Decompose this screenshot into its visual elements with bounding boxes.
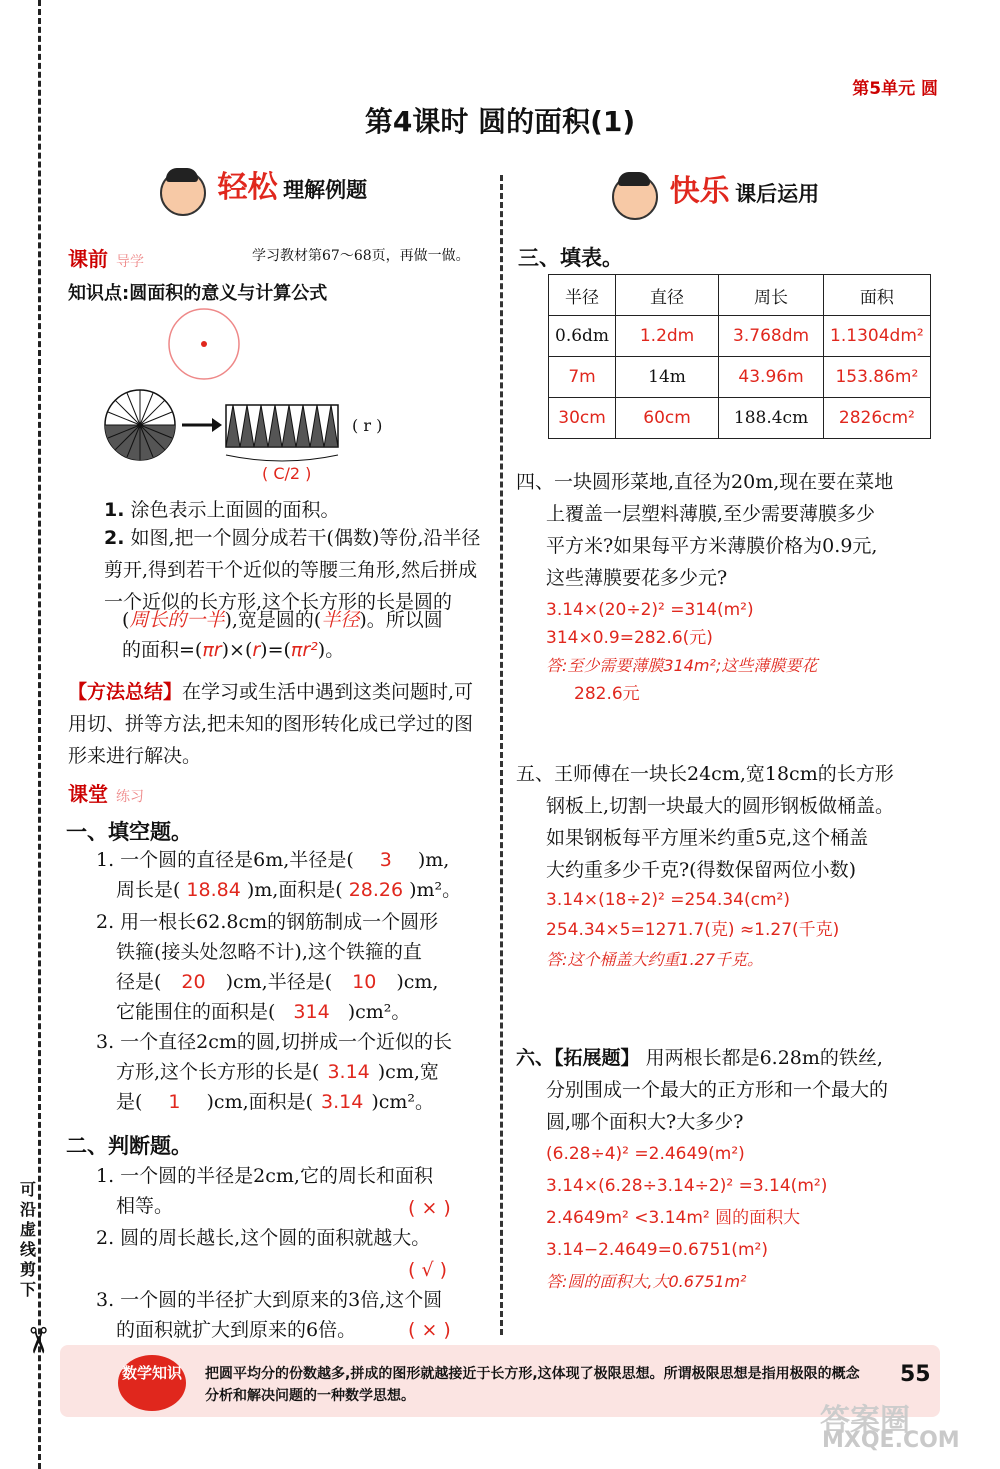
q6-answer-line: 3.14−2.4649=0.6751(m²) <box>546 1240 768 1260</box>
q2-area-ans-2: r <box>252 639 261 661</box>
circle-diagram <box>160 306 250 386</box>
cell: 43.96m <box>719 357 824 398</box>
fill-3-line-b <box>116 1056 490 1088</box>
item-2-text: 如图,把一个圆分成若干(偶数)等份,沿半径剪开,得到若干个近似的等腰三角形,然后拼成一个近似的长方形,这个长方形的长是圆的 <box>104 527 481 613</box>
q5-line: 钢板上,切割一块最大的圆形钢板做桶盖。 <box>546 795 895 817</box>
watermark-url: MXQE.COM <box>822 1428 960 1453</box>
f1a-end: )m, <box>417 849 450 871</box>
table-row <box>549 357 931 398</box>
table-header-row <box>549 275 931 316</box>
fill-2-line-a: 2. 用一根长62.8cm的钢筋制成一个圆形 <box>96 911 439 933</box>
right-banner-small: 课后运用 <box>735 182 820 206</box>
q6-label: 六、【拓展题】 <box>516 1047 640 1069</box>
fill-3-line-a: 3. 一个直径2cm的圆,切拼成一个近似的长 <box>96 1031 452 1053</box>
judge-1-answer: ( × ) <box>408 1197 451 1219</box>
table-row <box>549 398 931 439</box>
cell: 1.2dm <box>616 316 719 357</box>
cell: 14m <box>616 357 719 398</box>
q5-line: 五、王师傅在一块长24cm,宽18cm的长方形 <box>516 763 894 785</box>
cell: 1.1304dm² <box>824 316 931 357</box>
cell: 60cm <box>616 398 719 439</box>
cut-label: 可沿虚线剪下 <box>20 1180 37 1299</box>
fill-3-line-c <box>116 1086 490 1118</box>
math-knowledge-badge: 数学知识 <box>118 1355 186 1411</box>
f3c-end: )cm²。 <box>371 1091 435 1113</box>
sector-circle <box>105 390 175 460</box>
rearranged-rectangle <box>226 405 338 447</box>
cell: 30cm <box>549 398 616 439</box>
q2-open: ( <box>122 609 130 631</box>
class-tag-sub: 练习 <box>116 789 144 805</box>
q6-answer-line: (6.28÷4)² =2.4649(m²) <box>546 1144 745 1164</box>
f3b: 方形,这个长方形的长是( <box>116 1061 320 1083</box>
q5-line: 大约重多少千克?(得数保留两位小数) <box>546 859 857 881</box>
section-table: 三、填表。 <box>518 246 623 270</box>
f2c-answer: 20 <box>181 971 206 993</box>
item-1-number: 1. <box>104 499 125 521</box>
pre-tag-sub: 导学 <box>116 254 144 270</box>
q6-line: 分别围成一个最大的正方形和一个最大的 <box>546 1079 889 1101</box>
f2c-mid: )cm,半径是( <box>225 971 333 993</box>
q5-line: 如果钢板每平方厘米约重5克,这个桶盖 <box>546 827 869 849</box>
q2-area-eq: )=( <box>260 639 291 661</box>
right-banner <box>612 166 819 220</box>
fill-1-line-a <box>96 844 490 876</box>
q5-answer-line: 答:这个桶盖大约重1.27千克。 <box>546 950 764 969</box>
f2d-answer: 314 <box>293 1001 330 1023</box>
th-area: 面积 <box>824 275 931 316</box>
arrow-icon <box>182 418 222 432</box>
pre-tag-label: 课前 <box>68 247 108 271</box>
kid-icon <box>160 170 206 216</box>
item-1-text: 涂色表示上面圆的面积。 <box>130 499 340 521</box>
watermark: 答案圈 <box>820 1403 910 1438</box>
q2-area-ans-3: πr² <box>290 639 318 661</box>
page-number: 55 <box>900 1362 931 1387</box>
f2c-answer-2: 10 <box>352 971 377 993</box>
q2-area-ans-1: πr <box>202 639 222 661</box>
q2-answer-1: 周长的一半 <box>129 609 225 631</box>
pre-class-tag <box>68 243 144 272</box>
th-radius: 半径 <box>549 275 616 316</box>
f2c: 径是( <box>116 971 162 993</box>
q6-answer-line: 答:圆的面积大,大0.6751m² <box>546 1272 747 1291</box>
q6-line: 圆,哪个面积大?大多少? <box>546 1111 744 1133</box>
fill-1-line-b <box>116 874 490 906</box>
footer-note: 把圆平均分的份数越多,拼成的图形就越接近于长方形,这体现了极限思想。所谓极限思想是指用极限的概念分析和解决问题的一种数学思想。 <box>205 1366 860 1404</box>
right-banner-big: 快乐 <box>669 174 730 209</box>
section-fill-in: 一、填空题。 <box>66 820 192 844</box>
page-title: 第4课时 圆的面积(1) <box>364 105 636 138</box>
diagram-c-label: ( C/2 ) <box>262 464 312 483</box>
fill-2-line-c <box>116 966 490 998</box>
f3b-end: )cm,宽 <box>377 1061 439 1083</box>
judge-3-line-a: 3. 一个圆的半径扩大到原来的3倍,这个圆 <box>96 1289 443 1311</box>
in-class-tag <box>68 778 144 807</box>
judge-2: 2. 圆的周长越长,这个圆的面积就越大。 <box>96 1227 431 1249</box>
class-tag-label: 课堂 <box>68 782 108 806</box>
q2-answer-2: 半径 <box>321 609 360 631</box>
judge-3-line-b: 的面积就扩大到原来的6倍。 <box>116 1319 357 1341</box>
cell: 0.6dm <box>549 316 616 357</box>
q5-answer-line: 3.14×(18÷2)² =254.34(cm²) <box>546 890 790 910</box>
f1b-answer-2: 28.26 <box>348 879 404 901</box>
q4-line: 这些薄膜要花多少元? <box>546 567 728 589</box>
f3c-answer-2: 3.14 <box>321 1091 364 1113</box>
q4-line: 平方米?如果每平方米薄膜价格为0.9元, <box>546 535 878 557</box>
f3c-answer: 1 <box>168 1091 181 1113</box>
f1b-mid: )m,面积是( <box>246 879 343 901</box>
q6-first-line <box>516 1042 883 1074</box>
f3b-answer: 3.14 <box>327 1061 370 1083</box>
q4-answer-line: 314×0.9=282.6(元) <box>546 628 713 648</box>
q4-line: 四、一块圆形菜地,直径为20m,现在要在菜地 <box>516 471 894 493</box>
q4-answer-line: 3.14×(20÷2)² =314(m²) <box>546 600 754 620</box>
f3c: 是( <box>116 1091 143 1113</box>
knowledge-point: 知识点:圆面积的意义与计算公式 <box>68 283 328 304</box>
th-diameter: 直径 <box>616 275 719 316</box>
cell: 153.86m² <box>824 357 931 398</box>
f1b: 周长是( <box>116 879 181 901</box>
judge-1-line-b: 相等。 <box>116 1195 174 1217</box>
f2d-end: )cm²。 <box>347 1001 411 1023</box>
left-banner <box>160 162 367 216</box>
column-divider <box>500 175 503 1335</box>
kid-icon <box>612 174 658 220</box>
fill-2-line-b: 铁箍(接头处忽略不计),这个铁箍的直 <box>116 941 422 963</box>
q4-line: 上覆盖一层塑料薄膜,至少需要薄膜多少 <box>546 503 876 525</box>
judge-3-answer: ( × ) <box>408 1319 451 1341</box>
q6-answer-line: 2.4649m² <3.14m² 圆的面积大 <box>546 1208 801 1228</box>
q2-area-mid: )×( <box>221 639 253 661</box>
method-label: 【方法总结】 <box>68 681 183 703</box>
f3c-mid: )cm,面积是( <box>206 1091 314 1113</box>
cell: 3.768dm <box>719 316 824 357</box>
f1a: 1. 一个圆的直径是6m,半径是( <box>96 849 354 871</box>
left-banner-small: 理解例题 <box>283 178 368 202</box>
judge-1-line-a: 1. 一个圆的半径是2cm,它的周长和面积 <box>96 1165 433 1187</box>
table-row <box>549 316 931 357</box>
scissors-icon: ✂ <box>16 1325 58 1356</box>
q5-answer-line: 254.34×5=1271.7(克) ≈1.27(千克) <box>546 920 840 940</box>
q2-end: )。所以圆 <box>359 609 443 631</box>
section-judge: 二、判断题。 <box>66 1134 192 1158</box>
fill-table <box>548 274 931 439</box>
f2d: 它能围住的面积是( <box>116 1001 276 1023</box>
fill-2-line-d <box>116 996 490 1028</box>
q6-line: 用两根长都是6.28m的铁丝, <box>645 1047 883 1069</box>
unit-label: 第5单元 圆 <box>852 79 938 99</box>
q2-area-end: )。 <box>317 639 345 661</box>
pre-note: 学习教材第67～68页，再做一做。 <box>252 248 470 264</box>
f1b-end: )m²。 <box>409 879 462 901</box>
diagram-r-label: ( r ) <box>352 416 383 435</box>
item-2-line-b <box>122 634 492 666</box>
f1a-answer: 3 <box>379 849 392 871</box>
cell: 2826cm² <box>824 398 931 439</box>
f1b-answer: 18.84 <box>186 879 241 901</box>
left-banner-big: 轻松 <box>217 170 278 205</box>
method-summary <box>68 676 482 772</box>
method-text: 在学习或生活中遇到这类问题时,可用切、拼等方法,把未知的图形转化成已学过的图形来进行解决。 <box>68 681 474 767</box>
item-2-line-a <box>122 604 492 636</box>
cell: 7m <box>549 357 616 398</box>
cut-and-rearrange-diagram <box>100 385 360 485</box>
q2-mid: ),宽是圆的( <box>224 609 322 631</box>
cell: 188.4cm <box>719 398 824 439</box>
q4-answer-line: 答:至少需要薄膜314m²;这些薄膜要花 <box>546 656 818 675</box>
q6-answer-line: 3.14×(6.28÷3.14÷2)² =3.14(m²) <box>546 1176 828 1196</box>
q4-answer-line: 282.6元 <box>574 684 640 704</box>
item-2-number: 2. <box>104 527 125 549</box>
judge-2-answer: ( √ ) <box>408 1259 448 1281</box>
f2c-end: )cm, <box>396 971 439 993</box>
th-circumference: 周长 <box>719 275 824 316</box>
q2-area-open: 的面积=( <box>122 639 203 661</box>
